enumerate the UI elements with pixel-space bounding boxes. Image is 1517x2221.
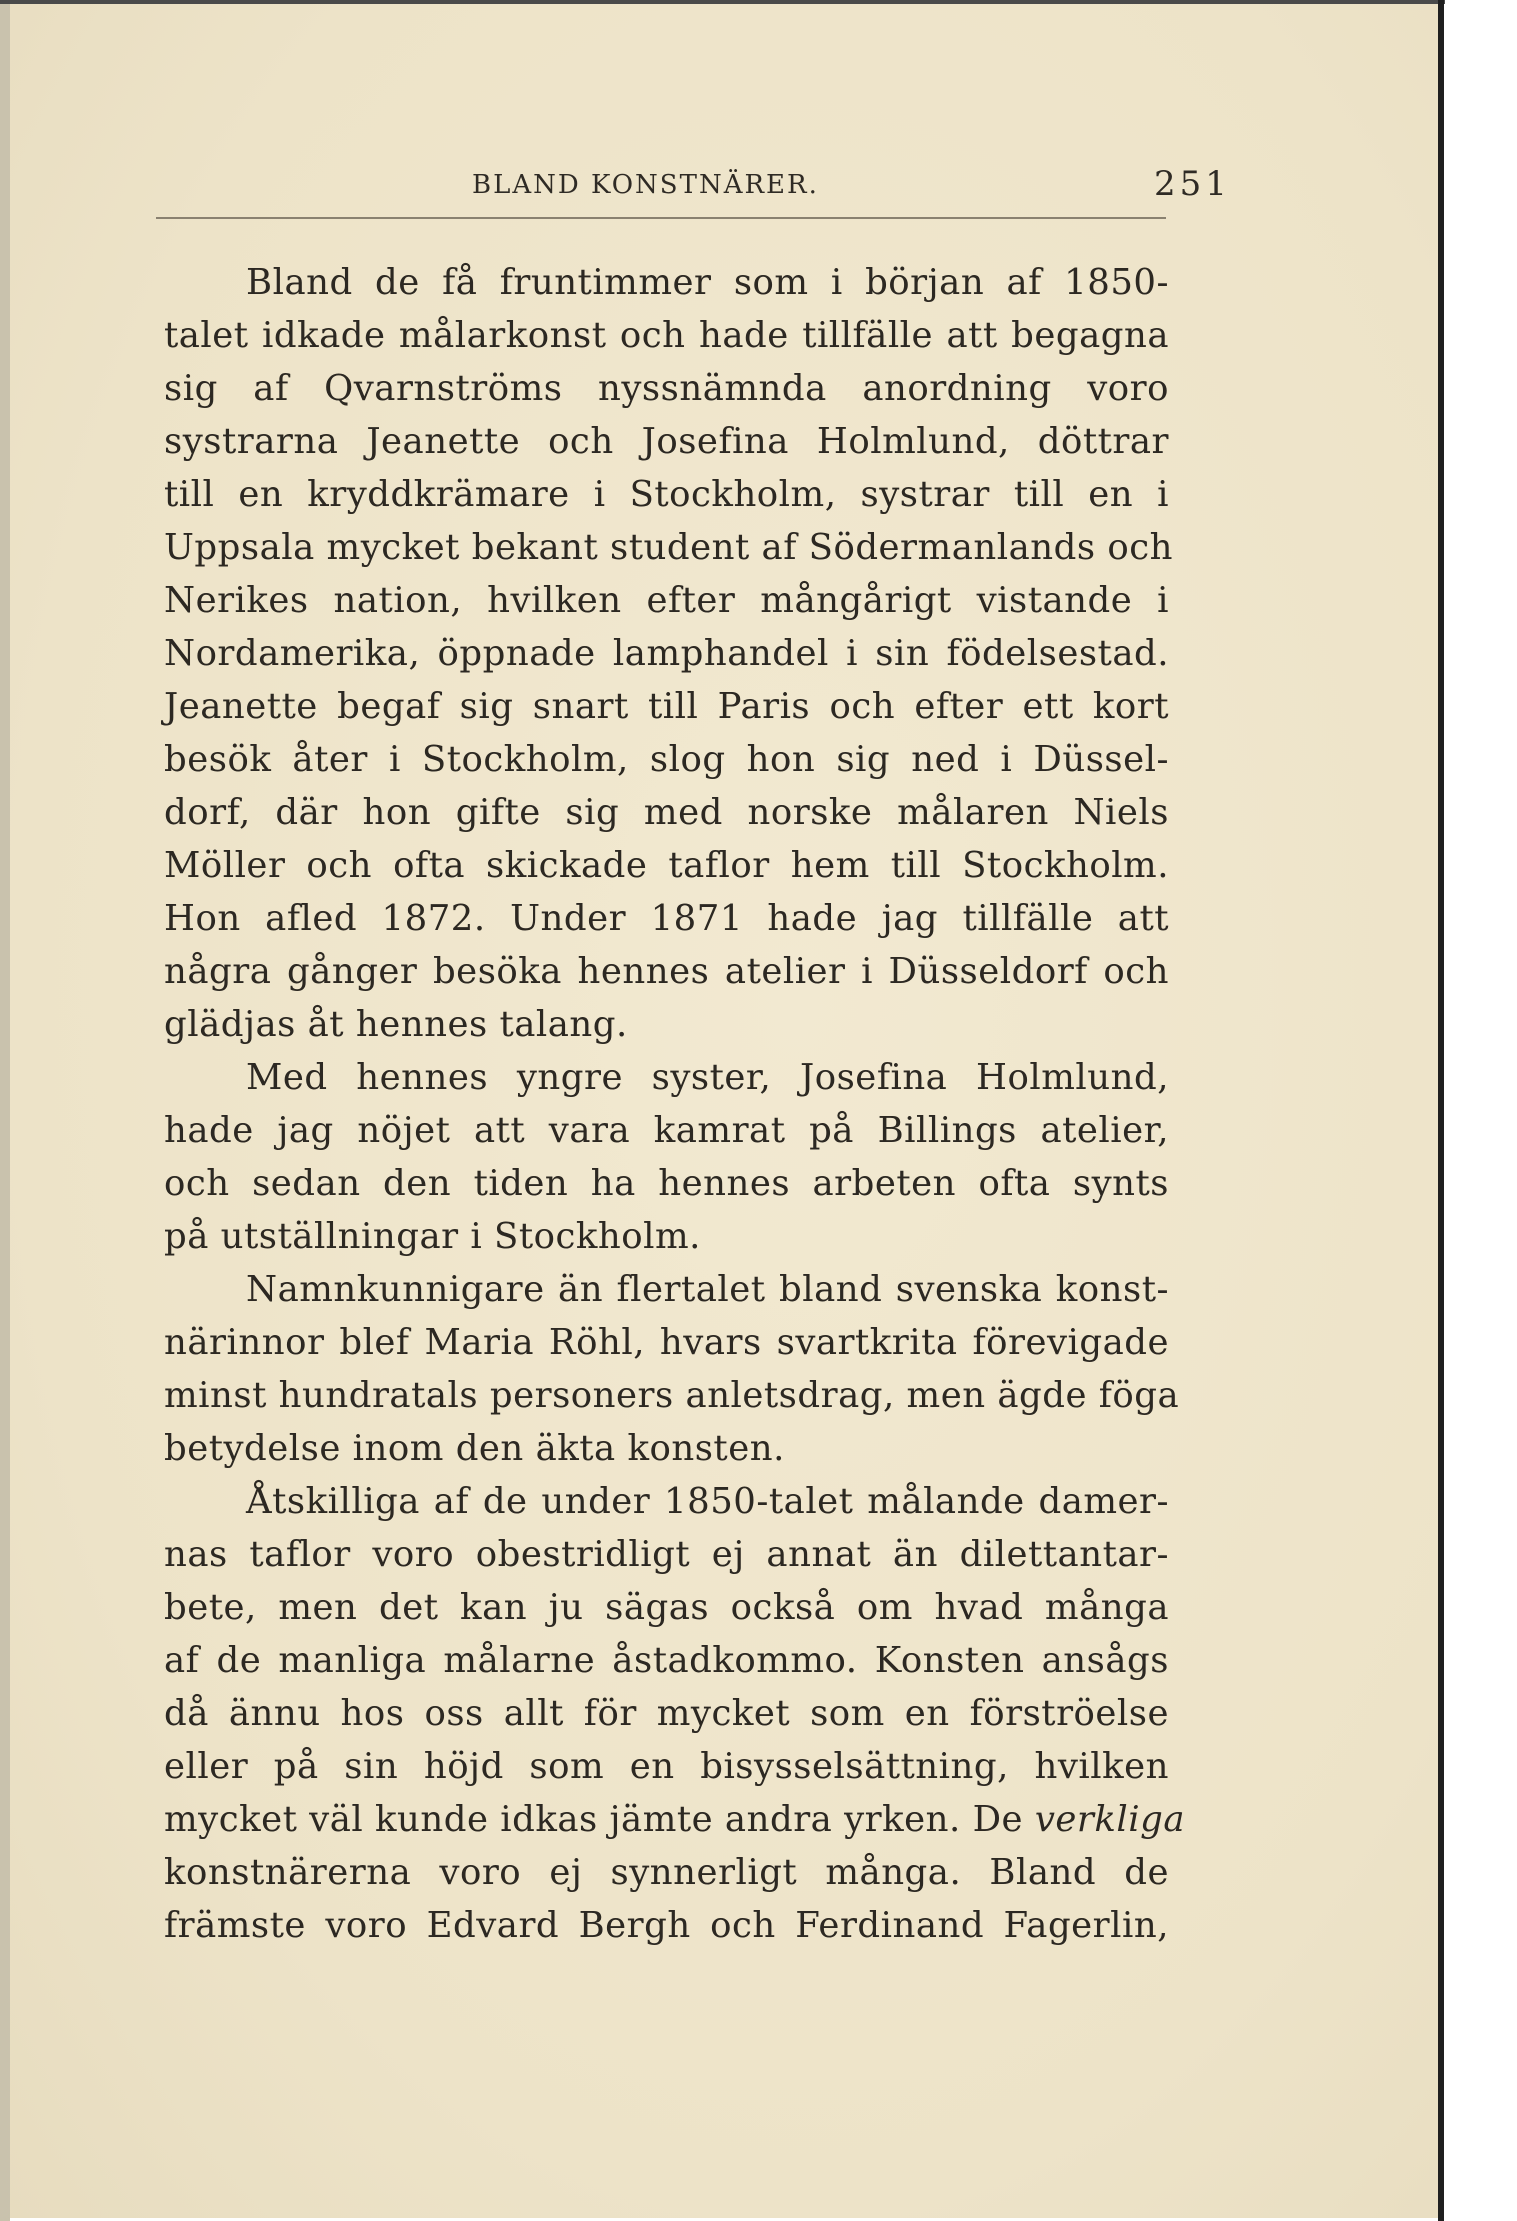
text-line bbox=[164, 892, 1169, 945]
text-line bbox=[164, 468, 1169, 521]
text-line-content: konstnärerna voro ej synnerligt många. Bland de bbox=[164, 1852, 1169, 1893]
running-head: BLAND KONSTNÄRER. bbox=[472, 170, 819, 200]
text-line bbox=[164, 1369, 1180, 1422]
text-line bbox=[164, 998, 1169, 1051]
text-line bbox=[164, 839, 1169, 892]
text-line-content: Namnkunnigare än flertalet bland svenska konst- bbox=[246, 1269, 1169, 1310]
page-number: 251 bbox=[1154, 164, 1231, 204]
book-page bbox=[10, 4, 1438, 2218]
text-line-content: Bland de få fruntimmer som i början af 1850- bbox=[246, 262, 1169, 303]
text-line-content: eller på sin höjd som en bisysselsättning, hvilken bbox=[164, 1746, 1169, 1787]
text-line-content: Med hennes yngre syster, Josefina Holmlund, bbox=[246, 1057, 1169, 1098]
text-line-content: bete, men det kan ju sägas också om hvad många bbox=[164, 1587, 1169, 1628]
text-line bbox=[164, 786, 1169, 839]
text-line bbox=[164, 1051, 1169, 1104]
text-line bbox=[164, 1793, 1185, 1846]
text-line bbox=[164, 1687, 1169, 1740]
text-line bbox=[164, 1528, 1169, 1581]
text-line-content: minst hundratals personers anletsdrag, men ägde föga bbox=[164, 1375, 1180, 1416]
body-text bbox=[164, 256, 1185, 1952]
text-line-content: Uppsala mycket bekant student af Södermanlands och bbox=[164, 527, 1173, 568]
text-line-content: nas taflor voro obestridligt ej annat än dilettantar- bbox=[164, 1534, 1169, 1575]
text-line bbox=[164, 733, 1169, 786]
text-line-content: till en kryddkrämare i Stockholm, systrar till en i bbox=[164, 474, 1169, 515]
text-line bbox=[164, 256, 1169, 309]
text-line-content: några gånger besöka hennes atelier i Düsseldorf och bbox=[164, 951, 1169, 992]
text-line-content: närinnor blef Maria Röhl, hvars svartkrita förevigade bbox=[164, 1322, 1169, 1363]
text-line bbox=[164, 1475, 1169, 1528]
text-line bbox=[164, 309, 1169, 362]
text-line-content: Möller och ofta skickade taflor hem till Stockholm. bbox=[164, 845, 1169, 886]
text-line-content: främste voro Edvard Bergh och Ferdinand Fagerlin, bbox=[164, 1905, 1169, 1946]
text-line bbox=[164, 574, 1169, 627]
text-line-content: Hon afled 1872. Under 1871 hade jag tillfälle att bbox=[164, 898, 1169, 939]
text-line bbox=[164, 1634, 1169, 1687]
text-line bbox=[164, 362, 1169, 415]
text-line bbox=[164, 1422, 1169, 1475]
text-line-content: af de manliga målarne åstadkommo. Konsten ansågs bbox=[164, 1640, 1169, 1681]
text-line-content: dorf, där hon gifte sig med norske målaren Niels bbox=[164, 792, 1169, 833]
emphasized-word: verkliga bbox=[1034, 1799, 1185, 1840]
text-line bbox=[164, 1581, 1169, 1634]
text-line bbox=[164, 415, 1169, 468]
scan-right-edge bbox=[1438, 0, 1444, 2221]
text-line-content: betydelse inom den äkta konsten. bbox=[164, 1428, 785, 1469]
text-line-content: mycket väl kunde idkas jämte andra yrken. De bbox=[164, 1799, 1035, 1840]
page-header bbox=[10, 164, 1438, 210]
text-line bbox=[164, 945, 1169, 998]
text-line-content: glädjas åt hennes talang. bbox=[164, 1004, 628, 1045]
text-line bbox=[164, 1740, 1169, 1793]
text-line-content: Åtskilliga af de under 1850-talet målande damer- bbox=[246, 1481, 1169, 1522]
text-line-content: talet idkade målarkonst och hade tillfälle att begagna bbox=[164, 315, 1169, 356]
text-line bbox=[164, 1157, 1169, 1210]
text-line bbox=[164, 521, 1173, 574]
scan-left-edge bbox=[0, 0, 10, 2221]
text-line bbox=[164, 1210, 1169, 1263]
text-line bbox=[164, 1263, 1169, 1316]
text-line-content: på utställningar i Stockholm. bbox=[164, 1216, 701, 1257]
text-line-content: sig af Qvarnströms nyssnämnda anordning voro bbox=[164, 368, 1169, 409]
text-line bbox=[164, 627, 1169, 680]
text-line-content: Jeanette begaf sig snart till Paris och efter ett kort bbox=[164, 686, 1169, 727]
text-line bbox=[164, 680, 1169, 733]
text-line bbox=[164, 1316, 1169, 1369]
header-rule bbox=[156, 217, 1166, 219]
text-line bbox=[164, 1846, 1169, 1899]
text-line-content: Nordamerika, öppnade lamphandel i sin födelsestad. bbox=[164, 633, 1169, 674]
text-line-content: systrarna Jeanette och Josefina Holmlund, döttrar bbox=[164, 421, 1169, 462]
text-line bbox=[164, 1104, 1169, 1157]
text-line bbox=[164, 1899, 1169, 1952]
text-line-content: hade jag nöjet att vara kamrat på Billings atelier, bbox=[164, 1110, 1169, 1151]
text-line-content: då ännu hos oss allt för mycket som en förströelse bbox=[164, 1693, 1169, 1734]
text-line-content: och sedan den tiden ha hennes arbeten ofta synts bbox=[164, 1163, 1169, 1204]
text-line-content: besök åter i Stockholm, slog hon sig ned i Düssel- bbox=[164, 739, 1169, 780]
text-line-content: Nerikes nation, hvilken efter mångårigt vistande i bbox=[164, 580, 1169, 621]
